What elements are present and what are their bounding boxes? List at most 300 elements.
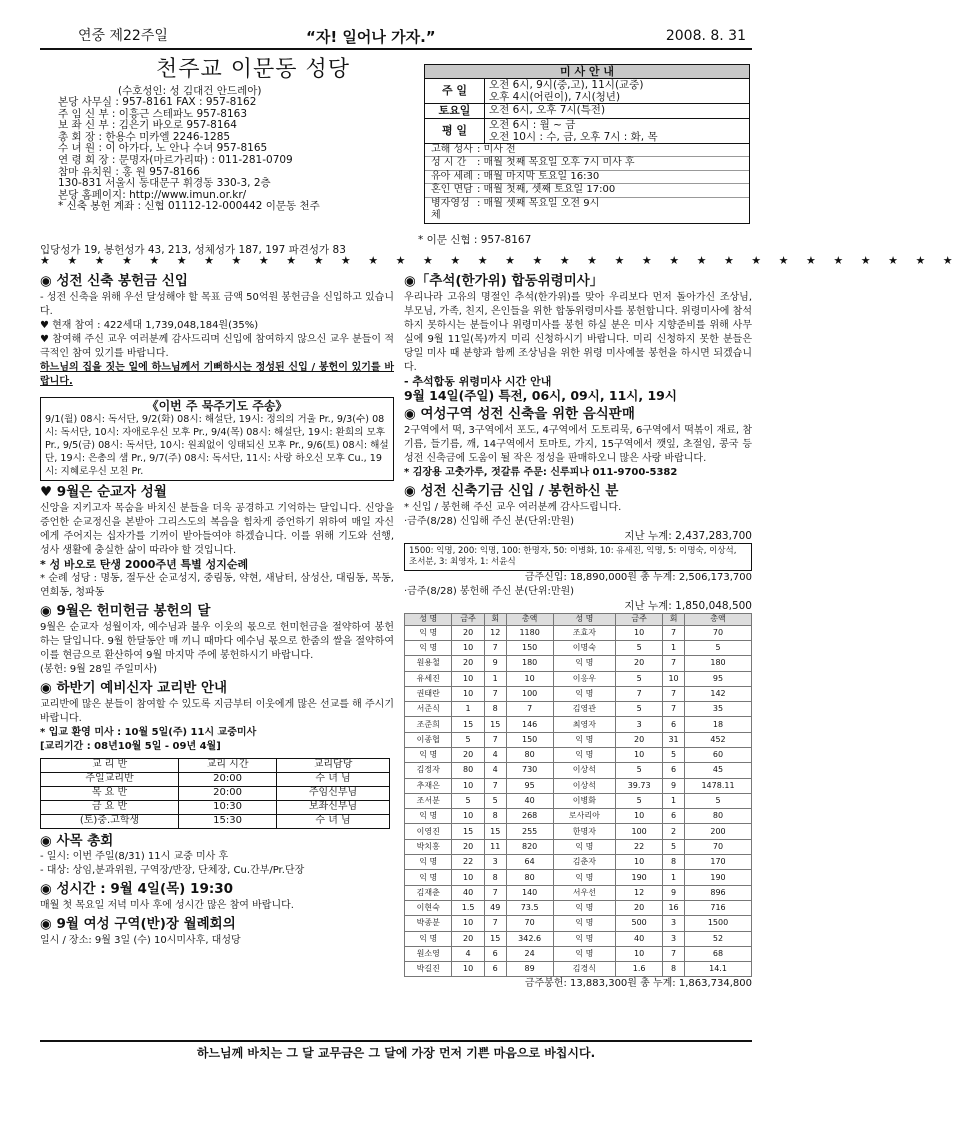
table-cell: 12 (616, 885, 663, 900)
sacrament-time: : 매월 셋째 목요일 오전 9시 (477, 197, 600, 209)
table-cell: 5 (685, 640, 752, 655)
table-cell: 수 녀 님 (277, 772, 390, 786)
table-cell: 이응우 (553, 671, 616, 686)
table-cell: 70 (506, 916, 553, 931)
table-cell: 추재은 (405, 778, 452, 793)
table-cell: 서준식 (405, 702, 452, 717)
table-header: 교리 시간 (179, 758, 277, 772)
table-cell: 5 (663, 839, 685, 854)
convent: 수 녀 원 : 이 아가다, 노 안나 수녀 957-8165 (58, 142, 268, 155)
kindergarten: 참마 유치원 : 홍 원 957-8166 (58, 165, 200, 178)
table-cell: 820 (506, 839, 553, 854)
table-cell: 7 (484, 686, 506, 701)
section-title: ◉ 사목 총회 (40, 832, 114, 849)
table-cell: 이현숙 (405, 900, 452, 915)
subheading: * 입교 환영 미사 : 10월 5일(주) 11시 교중미사 (40, 726, 257, 738)
paragraph: * 순례 성당 : 명동, 절두산 순교성지, 중림동, 약현, 새남터, 삼성산, 대림동, 목동, 연희동, 청파동 (40, 572, 394, 598)
funeral-head: 연 령 회 장 : 문명자(마르가리따) : 011-281-0709 (58, 154, 293, 167)
table-cell: 3 (616, 717, 663, 732)
memorial-mass-times: 9월 14일(주일) 특전, 06시, 09시, 11시, 19시 (404, 387, 677, 403)
table-cell: 김영관 (553, 702, 616, 717)
table-cell: 10 (452, 870, 484, 885)
table-cell: 원소영 (405, 946, 452, 961)
table-cell: 익 명 (405, 855, 452, 870)
table-cell: 김경식 (553, 962, 616, 977)
table-cell: 이종협 (405, 732, 452, 747)
table-cell: 20:00 (179, 772, 277, 786)
table-cell: 89 (506, 962, 553, 977)
table-cell: 95 (685, 671, 752, 686)
table-cell: 4 (484, 763, 506, 778)
section-title: ◉「추석(한가위) 합동위령미사」 (404, 273, 604, 289)
table-cell: 80 (506, 748, 553, 763)
mass-schedule-title: 미 사 안 내 (425, 65, 749, 79)
table-cell: 140 (506, 885, 553, 900)
table-cell: 6 (663, 763, 685, 778)
paragraph: 2구역에서 떡, 3구역에서 포도, 4구역에서 도토리묵, 6구역에서 떡볶이 재료, 참기름, 들기름, 깨, 14구역에서 토마토, 가지, 15구역에서 깻잎, 초절임, 콩국 등 성전 신축금에 도움이 될 작은 정성을 판매하오니 많은 사랑 바랍니다. (404, 424, 752, 464)
table-header: 성 명 (405, 613, 452, 625)
footer-message: 하느님께 바치는 그 달 교무금은 그 달에 가장 먼저 기쁜 마음으로 바칩시다. (196, 1046, 596, 1060)
table-cell: 익 명 (405, 809, 452, 824)
table-cell: 7 (663, 946, 685, 961)
mass-row-weekday (425, 119, 749, 144)
mass-day: 주 일 (425, 79, 485, 103)
table-cell: 170 (685, 855, 752, 870)
table-cell: (토)중.고학생 (41, 814, 179, 828)
table-cell: 142 (685, 686, 752, 701)
table-cell: 주임신부님 (277, 786, 390, 800)
table-cell: 180 (685, 656, 752, 671)
table-row (405, 870, 752, 885)
table-cell: 한명자 (553, 824, 616, 839)
table-cell: 김재춘 (405, 885, 452, 900)
star-divider: ★ ★ ★ ★ ★ ★ ★ ★ ★ ★ ★ ★ ★ ★ ★ ★ ★ ★ ★ ★ ★ ★ ★ ★ ★ ★ ★ ★ ★ ★ ★ ★ ★ ★ (40, 254, 960, 267)
table-cell: 3 (484, 855, 506, 870)
sacrament-row (425, 198, 749, 223)
table-cell: 73.5 (506, 900, 553, 915)
sacrament-row (425, 171, 749, 185)
table-cell: 3 (663, 916, 685, 931)
table-cell: 80 (506, 870, 553, 885)
table-cell: 150 (506, 732, 553, 747)
table-cell: 김춘자 (553, 855, 616, 870)
paragraph: - 성전 신축을 위해 우선 달성해야 할 목표 금액 50억원 봉헌금을 신입하고 있습니다. (40, 291, 394, 317)
paragraph: 일시 / 장소: 9월 3일 (수) 10시미사후, 대성당 (40, 935, 241, 947)
table-cell: 20:00 (179, 786, 277, 800)
table-header: 교 리 반 (41, 758, 179, 772)
order-contact: * 김장용 고춧가루, 젓갈류 주문: 신루피나 011-9700-5382 (404, 466, 678, 478)
table-cell: 20 (452, 839, 484, 854)
table-cell: 익 명 (553, 900, 616, 915)
table-cell: 6 (663, 809, 685, 824)
table-cell: 9 (484, 656, 506, 671)
left-column (40, 270, 394, 948)
table-header: 성 명 (553, 613, 616, 625)
table-row (405, 809, 752, 824)
table-cell: 익 명 (405, 748, 452, 763)
table-cell: 2 (663, 824, 685, 839)
table-cell: 10 (506, 671, 553, 686)
paragraph: ·금주(8/28) 신입해 주신 분(단위:만원) (404, 515, 575, 527)
table-row (405, 763, 752, 778)
table-cell: 8 (663, 962, 685, 977)
table-row (405, 839, 752, 854)
subheading: - 추석합동 위령미사 시간 안내 (404, 374, 552, 388)
sacrament-time: : 매월 첫째, 셋째 토요일 17:00 (477, 184, 616, 196)
table-cell: 익 명 (405, 870, 452, 885)
sacrament-row (425, 144, 749, 158)
table-cell: 4 (452, 946, 484, 961)
section-title: ◉ 성시간 : 9월 4일(목) 19:30 (40, 881, 234, 898)
table-cell: 190 (616, 870, 663, 885)
paragraph: ·금주(8/28) 봉헌해 주신 분(단위:만원) (404, 585, 575, 597)
weekly-sum: 금주봉헌: 13,883,300원 총 누계: 1,863,734,800 (524, 978, 752, 990)
table-cell: 익 명 (553, 916, 616, 931)
table-cell: 64 (506, 855, 553, 870)
table-cell: 100 (616, 824, 663, 839)
table-cell: 6 (484, 962, 506, 977)
table-cell: 1180 (506, 625, 553, 640)
table-cell: 주일교리반 (41, 772, 179, 786)
table-cell: 7 (663, 656, 685, 671)
table-cell: 보좌신부님 (277, 800, 390, 814)
previous-total: 지난 누계: 1,850,048,500 (624, 599, 752, 612)
table-row (405, 946, 752, 961)
table-cell: 9 (663, 778, 685, 793)
table-cell: 로사리아 (553, 809, 616, 824)
table-cell: 서우선 (553, 885, 616, 900)
table-row (405, 702, 752, 717)
table-cell: 5 (685, 793, 752, 808)
liturgical-week: 연중 제22주일 (78, 28, 168, 44)
table-cell: 7 (663, 625, 685, 640)
table-cell: 5 (616, 640, 663, 655)
table-cell: 금 요 반 (41, 800, 179, 814)
mass-day: 토요일 (425, 104, 485, 118)
table-cell: 5 (452, 793, 484, 808)
table-cell: 익 명 (553, 656, 616, 671)
header-divider (40, 48, 752, 50)
table-cell: 6 (663, 717, 685, 732)
sacrament-label: 유아 세례 (431, 170, 473, 182)
table-header: 회 (663, 613, 685, 625)
section-title: ◉ 성전 신축기금 신입 / 봉헌하신 분 (404, 482, 619, 499)
homepage-link[interactable]: 본당 홈페이지: http://www.imun.or.kr/ (58, 188, 247, 201)
paragraph: - 대상: 상임,분과위원, 구역장/반장, 단체장, Cu.간부/Pr.단장 (40, 865, 305, 877)
mass-row-sunday (425, 79, 749, 104)
bulletin-header (78, 28, 746, 48)
table-cell: 95 (506, 778, 553, 793)
table-cell: 40 (506, 793, 553, 808)
table-cell: 255 (506, 824, 553, 839)
table-cell: 10 (616, 809, 663, 824)
table-cell: 조효자 (553, 625, 616, 640)
table-cell: 목 요 반 (41, 786, 179, 800)
rosary-schedule: 9/1(월) 08시: 독서단, 9/2(화) 08시: 해설단, 19시: 정의의 거울 Pr., 9/3(수) 08시: 독서단, 10시: 자애로우신 모후 Pr., 9/4(목) 08시: 해설단, 19시: 환희의 모후 Pr., 9/5(금) 08시: 독서단, 10시: 원죄없이 잉태되신 모후 Pr., 9/6(토) 08시: 해설단, 19시: 은총의 샘 Pr., 9/7(주) 08시: 독서단, 11시: 사랑 하오신 모후 Cu., 19시: 지혜로우신 모친 Pr. (45, 413, 389, 477)
council-president: 총 회 장 : 한용수 미카엘 2246-1285 (58, 130, 231, 143)
table-cell: 7 (484, 778, 506, 793)
table-cell: 20 (452, 625, 484, 640)
catechism-table (40, 758, 390, 829)
patron-saint: (수호성인: 성 김대건 안드레아) (118, 84, 262, 97)
mass-time: 오후 4시(어린이), 7시(청년) (489, 91, 621, 103)
table-cell: 7 (484, 732, 506, 747)
table-cell: 7 (663, 686, 685, 701)
table-cell: 5 (452, 732, 484, 747)
table-cell: 70 (685, 625, 752, 640)
table-cell: 3 (663, 931, 685, 946)
table-cell: 9 (663, 885, 685, 900)
parish-name: 천주교 이문동 성당 (155, 57, 350, 82)
table-cell: 10 (452, 671, 484, 686)
table-header: 금주 (616, 613, 663, 625)
table-row (405, 717, 752, 732)
subheading: [교리기간 : 08년10월 5일 - 09년 4월] (40, 740, 221, 752)
table-cell: 80 (685, 809, 752, 824)
table-cell: 20 (616, 900, 663, 915)
paragraph: 교리반에 많은 분들이 참여할 수 있도록 지금부터 이웃에게 많은 선교를 해 주시기 바랍니다. (40, 698, 394, 724)
donor-list: 1500: 익명, 200: 익명, 100: 한명자, 50: 이병화, 10: 유세진, 익명, 5: 이명숙, 이상석, 조서분, 3: 최영자, 1: 서윤식 (404, 543, 752, 571)
table-cell: 익 명 (553, 931, 616, 946)
table-cell: 342.6 (506, 931, 553, 946)
section-title: ◉ 9월은 헌미헌금 봉헌의 달 (40, 602, 211, 619)
table-cell: 10 (663, 671, 685, 686)
table-cell: 김정자 (405, 763, 452, 778)
table-cell: 8 (484, 809, 506, 824)
table-cell: 12 (484, 625, 506, 640)
table-cell: 7 (484, 885, 506, 900)
table-cell: 10 (616, 748, 663, 763)
table-cell: 20 (616, 656, 663, 671)
table-cell: 8 (663, 855, 685, 870)
table-cell: 이병화 (553, 793, 616, 808)
table-cell: 5 (616, 763, 663, 778)
table-cell: 익 명 (553, 870, 616, 885)
section-title: ◉ 하반기 예비신자 교리반 안내 (40, 679, 228, 696)
table-cell: 500 (616, 916, 663, 931)
mass-time: 오전 6시 : 월 ~ 금 (489, 118, 576, 131)
table-cell: 10 (616, 855, 663, 870)
weekly-motto: “자! 일어나 가자.” (306, 28, 436, 46)
paragraph: 9월은 순교자 성월이자, 예수님과 불우 이웃의 몫으로 헌미헌금을 절약하여 봉헌하는 달입니다. 9월 한달동안 매 끼니 때마다 예수님 몫으로 한줌의 쌀을 절약하여 이를 현금으로 환산하여 9월 마지막 주에 봉헌하시기 바랍니다. (40, 621, 394, 661)
pastor: 주 임 신 부 : 이흥근 스테파노 957-8163 (58, 107, 248, 120)
mass-row-saturday (425, 104, 749, 119)
rosary-box (40, 397, 394, 481)
table-header: 총액 (506, 613, 553, 625)
table-row (405, 778, 752, 793)
table-row (405, 656, 752, 671)
table-header: 금주 (452, 613, 484, 625)
table-cell: 박종분 (405, 916, 452, 931)
table-cell: 31 (663, 732, 685, 747)
sacrament-label: 병자영성체 (431, 197, 470, 222)
table-cell: 10 (452, 809, 484, 824)
donation-table (404, 613, 752, 978)
table-cell: 20 (452, 748, 484, 763)
table-row (405, 962, 752, 977)
hymn-numbers: 입당성가 19, 봉헌성가 43, 213, 성체성가 187, 197 파견성가 83 (40, 244, 346, 256)
mass-time: 오전 6시, 오후 7시(특전) (489, 104, 606, 116)
table-row (405, 916, 752, 931)
table-cell: 1 (663, 640, 685, 655)
table-cell: 6 (484, 946, 506, 961)
mass-time: 오전 6시, 9시(중,고), 11시(교중) (489, 79, 644, 91)
table-cell: 20 (452, 931, 484, 946)
table-cell: 10 (452, 686, 484, 701)
table-cell: 49 (484, 900, 506, 915)
table-header: 총액 (685, 613, 752, 625)
table-cell: 452 (685, 732, 752, 747)
sacrament-time: : 매월 마지막 토요일 16:30 (477, 170, 600, 182)
table-cell: 15:30 (179, 814, 277, 828)
subheading: * 성 바오로 탄생 2000주년 특별 성지순례 (40, 557, 249, 571)
table-cell: 15 (452, 717, 484, 732)
table-cell: 40 (616, 931, 663, 946)
office-phone: 본당 사무실 : 957-8161 FAX : 957-8162 (58, 96, 257, 109)
table-cell: 7 (484, 640, 506, 655)
table-cell: 10:30 (179, 800, 277, 814)
table-cell: 1 (663, 793, 685, 808)
previous-total: 지난 누계: 2,437,283,700 (624, 529, 752, 542)
table-cell: 11 (484, 839, 506, 854)
mass-time: 오전 10시 : 수, 금, 오후 7시 : 화, 목 (489, 130, 658, 143)
table-row (405, 824, 752, 839)
table-row (405, 686, 752, 701)
paragraph: - 일시: 이번 주일(8/31) 11시 교중 미사 후 (40, 851, 229, 863)
table-header: 교리담당 (277, 758, 390, 772)
table-cell: 익 명 (405, 625, 452, 640)
table-cell: 익 명 (553, 946, 616, 961)
table-cell: 10 (616, 946, 663, 961)
table-row (405, 885, 752, 900)
table-cell: 10 (452, 962, 484, 977)
mass-day: 평 일 (425, 119, 485, 143)
paragraph: ♥ 현재 참여 : 422세대 1,739,048,184원(35%) (40, 319, 259, 331)
table-cell: 수 녀 님 (277, 814, 390, 828)
paragraph: (봉헌: 9월 28일 주일미사) (40, 663, 158, 675)
table-cell: 1478.11 (685, 778, 752, 793)
table-cell: 1.5 (452, 900, 484, 915)
table-cell: 10 (616, 625, 663, 640)
table-cell: 익 명 (405, 931, 452, 946)
table-row (405, 793, 752, 808)
assistant-priest: 보 좌 신 부 : 김은기 바오로 957-8164 (58, 119, 237, 132)
table-row (405, 671, 752, 686)
right-column (404, 270, 752, 991)
table-cell: 7 (484, 916, 506, 931)
table-cell: 5 (616, 702, 663, 717)
mass-schedule (424, 64, 750, 224)
table-cell: 1 (663, 870, 685, 885)
table-cell: 1 (452, 702, 484, 717)
table-cell: 10 (452, 916, 484, 931)
table-cell: 조준희 (405, 717, 452, 732)
table-cell: 5 (616, 671, 663, 686)
table-cell: 40 (452, 885, 484, 900)
table-cell: 80 (452, 763, 484, 778)
table-cell: 익 명 (553, 686, 616, 701)
table-cell: 익 명 (553, 732, 616, 747)
table-cell: 60 (685, 748, 752, 763)
table-cell: 5 (484, 793, 506, 808)
table-cell: 이상석 (553, 778, 616, 793)
sacrament-time: : 매월 첫째 목요일 오후 7시 미사 후 (477, 157, 635, 169)
table-row (405, 625, 752, 640)
table-cell: 이명숙 (553, 640, 616, 655)
table-cell: 39.73 (616, 778, 663, 793)
table-cell: 730 (506, 763, 553, 778)
table-cell: 익 명 (553, 748, 616, 763)
footer-divider (40, 1040, 752, 1042)
table-cell: 22 (452, 855, 484, 870)
table-cell: 15 (484, 717, 506, 732)
section-title: ◉ 9월 여성 구역(반)장 월례회의 (40, 916, 236, 933)
table-cell: 70 (685, 839, 752, 854)
table-cell: 45 (685, 763, 752, 778)
table-cell: 52 (685, 931, 752, 946)
table-cell: 익 명 (405, 640, 452, 655)
credit-union-phone: * 이문 신협 : 957-8167 (418, 234, 532, 246)
table-cell: 22 (616, 839, 663, 854)
section-title: ◉ 성전 신축 봉헌금 신입 (40, 273, 188, 289)
table-cell: 박길진 (405, 962, 452, 977)
table-cell: 익 명 (553, 839, 616, 854)
table-cell: 150 (506, 640, 553, 655)
table-cell: 7 (506, 702, 553, 717)
bulletin-date: 2008. 8. 31 (665, 28, 746, 44)
table-cell: 이상석 (553, 763, 616, 778)
table-cell: 15 (484, 824, 506, 839)
table-cell: 68 (685, 946, 752, 961)
table-row (405, 732, 752, 747)
sacrament-label: 성 시 간 (431, 157, 467, 169)
table-row (405, 748, 752, 763)
table-cell: 146 (506, 717, 553, 732)
table-row (405, 900, 752, 915)
table-cell: 10 (452, 640, 484, 655)
weekly-sum: 금주신입: 18,890,000원 총 누계: 2,506,173,700 (524, 571, 752, 583)
table-cell: 896 (685, 885, 752, 900)
table-cell: 원용철 (405, 656, 452, 671)
table-cell: 18 (685, 717, 752, 732)
paragraph: 신앙을 지키고자 목숨을 바치신 분들을 더욱 공경하고 기억하는 달입니다. 신앙을 증언한 순교정신을 본받아 그리스도의 복음을 힘차게 증언하기 위하여 매일 자신에게 주어지는 십자가를 기꺼이 받아들여야 하겠습니다. 이를 위해 기도와 선행, 성사 생활에 충실한 삶이 따라야 할 것입니다. (40, 502, 394, 556)
parish-info (58, 56, 418, 213)
table-cell: 16 (663, 900, 685, 915)
table-cell: 716 (685, 900, 752, 915)
paragraph: * 신입 / 봉헌해 주신 교우 여러분께 감사드립니다. (404, 501, 622, 513)
section-title: ♥ 9월은 순교자 성월 (40, 483, 167, 500)
table-cell: 1500 (685, 916, 752, 931)
table-cell: 1 (484, 671, 506, 686)
table-cell: 이영진 (405, 824, 452, 839)
table-cell: 24 (506, 946, 553, 961)
highlight-text: 하느님의 집을 짓는 일에 하느님께서 기뻐하시는 정성된 신입 / 봉헌이 있기를 바랍니다. (40, 361, 394, 387)
table-cell: 20 (452, 656, 484, 671)
table-cell: 조서분 (405, 793, 452, 808)
section-title: ◉ 여성구역 성전 신축을 위한 음식판매 (404, 405, 635, 422)
paragraph: 우리나라 고유의 명절인 추석(한가위)를 맞아 우리보다 먼저 돌아가신 조상님, 부모님, 가족, 친지, 은인들을 위한 합동위령미사를 봉헌합니다. 위령미사에 참석하지 못하시는 분들이나 위령미사를 봉헌 하실 분은 미사 지향준비를 위해 사무실에 9월 11일(목)까지 미리 신청하시기 바랍니다. 미리 신청하지 못한 분들은 당일 미사 때 분향과 함께 조상님을 위한 위령 미사예물 봉헌을 하시면 되겠습니다. (404, 291, 752, 373)
table-cell: 최영자 (553, 717, 616, 732)
table-cell: 10 (452, 778, 484, 793)
table-cell: 15 (484, 931, 506, 946)
table-row (405, 931, 752, 946)
table-cell: 7 (663, 702, 685, 717)
table-cell: 268 (506, 809, 553, 824)
address: 130-831 서울시 동대문구 휘경동 330-3, 2층 (58, 177, 271, 190)
table-cell: 7 (616, 686, 663, 701)
table-cell: 180 (506, 656, 553, 671)
table-cell: 4 (484, 748, 506, 763)
